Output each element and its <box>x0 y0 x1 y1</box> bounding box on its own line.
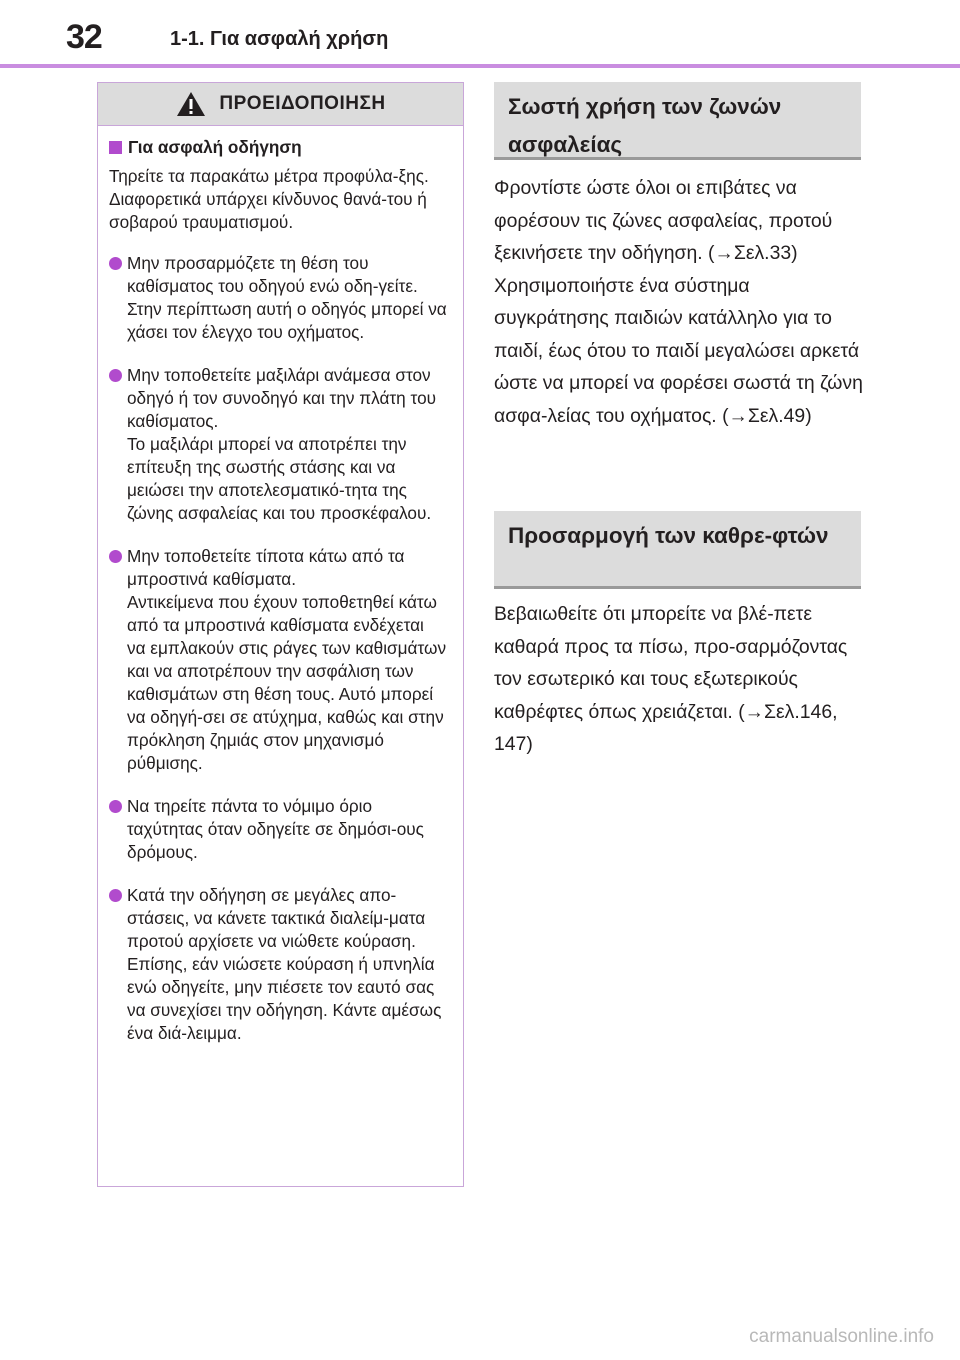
warning-body <box>98 126 463 1045</box>
item-paragraph: Μην τοποθετείτε τίποτα κάτω από τα μπροστινά καθίσματα. <box>127 546 405 589</box>
page-number: 32 <box>66 18 102 56</box>
header-rule <box>0 64 960 68</box>
warning-subheading-text: Για ασφαλή οδήγηση <box>128 137 302 157</box>
item-paragraph: Αντικείμενα που έχουν τοποθετηθεί κάτω από τα μπροστινά καθίσματα ενδέχεται να εμπλακούν στις ράγες των καθισμάτων και να αποτρέπουν την ασφάλιση των καθισμάτων στη θέση τους. Αυτό μπορεί να οδηγή-σει σε ατύχημα, καθώς και στην πρόκληση ζημιάς στον μηχανισμό ρύθμισης. <box>127 592 447 773</box>
square-bullet-icon <box>109 141 122 154</box>
item-paragraph: Να τηρείτε πάντα το νόμιμο όριο ταχύτητας όταν οδηγείτε σε δημόσι-ους δρόμους. <box>127 796 424 862</box>
bullet-dot-icon <box>109 889 122 902</box>
warning-header <box>98 83 463 126</box>
warning-title: ΠΡΟΕΙΔΟΠΟΙΗΣΗ <box>219 93 386 114</box>
watermark: carmanualsonline.info <box>749 1326 934 1347</box>
warning-item <box>109 795 447 864</box>
warning-box <box>97 82 464 1187</box>
bullet-dot-icon <box>109 800 122 813</box>
warning-subheading <box>109 136 447 159</box>
warning-item <box>109 545 447 775</box>
section-heading-mirrors: Προσαρμογή των καθρε-φτών <box>494 511 861 589</box>
warning-item <box>109 884 447 1045</box>
section-heading-seatbelts: Σωστή χρήση των ζωνών ασφαλείας <box>494 82 861 160</box>
section-title: 1-1. Για ασφαλή χρήση <box>170 28 389 50</box>
section-text-seatbelts: Φροντίστε ώστε όλοι οι επιβάτες να φορέσουν τις ζώνες ασφαλείας, προτού ξεκινήσετε την οδήγηση. (→Σελ.33) Χρησιμοποιήστε ένα σύστημα συγκράτησης παιδιών κατάλληλο για το παιδί, έως ότου το παιδί μεγαλώσει αρκετά ώστε να μπορεί να φορέσει σωστά τη ζώνη ασφα-λείας του οχήματος. (→Σελ.49) <box>494 177 863 427</box>
warning-item <box>109 252 447 344</box>
item-paragraph: Μην τοποθετείτε μαξιλάρι ανάμεσα στον οδηγό ή τον συνοδηγό και την πλάτη του καθίσματος. <box>127 365 437 431</box>
intro-line: Διαφορετικά υπάρχει κίνδυνος θανά-του ή σοβαρού τραυματισμού. <box>109 189 427 232</box>
item-paragraph: Το μαξιλάρι μπορεί να αποτρέπει την επίτευξη της σωστής στάσης και να μειώσει την αποτελεσματικό-τητα της ζώνης ασφαλείας και του προσκέφαλου. <box>127 434 432 523</box>
intro-line: Τηρείτε τα παρακάτω μέτρα προφύλα-ξης. <box>109 166 429 186</box>
item-paragraph: Κατά την οδήγηση σε μεγάλες απο-στάσεις, να κάνετε τακτικά διαλείμ-ματα προτού αρχίσετε να νιώθετε κούραση. <box>127 885 426 951</box>
bullet-dot-icon <box>109 369 122 382</box>
bullet-dot-icon <box>109 257 122 270</box>
item-paragraph: Μην προσαρμόζετε τη θέση του καθίσματος του οδηγού ενώ οδη-γείτε. <box>127 253 418 296</box>
warning-item <box>109 364 447 525</box>
warning-triangle-icon <box>175 90 207 118</box>
section-text-mirrors: Βεβαιωθείτε ότι μπορείτε να βλέ-πετε καθαρά προς τα πίσω, προ-σαρμόζοντας τον εσωτερικό και τους εξωτερικούς καθρέφτες όπως χρειάζεται. (→Σελ.146, 147) <box>494 603 848 755</box>
page-header <box>0 0 960 70</box>
warning-intro <box>109 165 447 234</box>
item-paragraph: Επίσης, εάν νιώσετε κούραση ή υπνηλία ενώ οδηγείτε, μην πιέσετε τον εαυτό σας να συνεχίσει την οδήγηση. Κάντε αμέσως ένα διά-λειμμα. <box>127 954 442 1043</box>
item-paragraph: Στην περίπτωση αυτή ο οδηγός μπορεί να χάσει τον έλεγχο του οχήματος. <box>127 299 447 342</box>
bullet-dot-icon <box>109 550 122 563</box>
